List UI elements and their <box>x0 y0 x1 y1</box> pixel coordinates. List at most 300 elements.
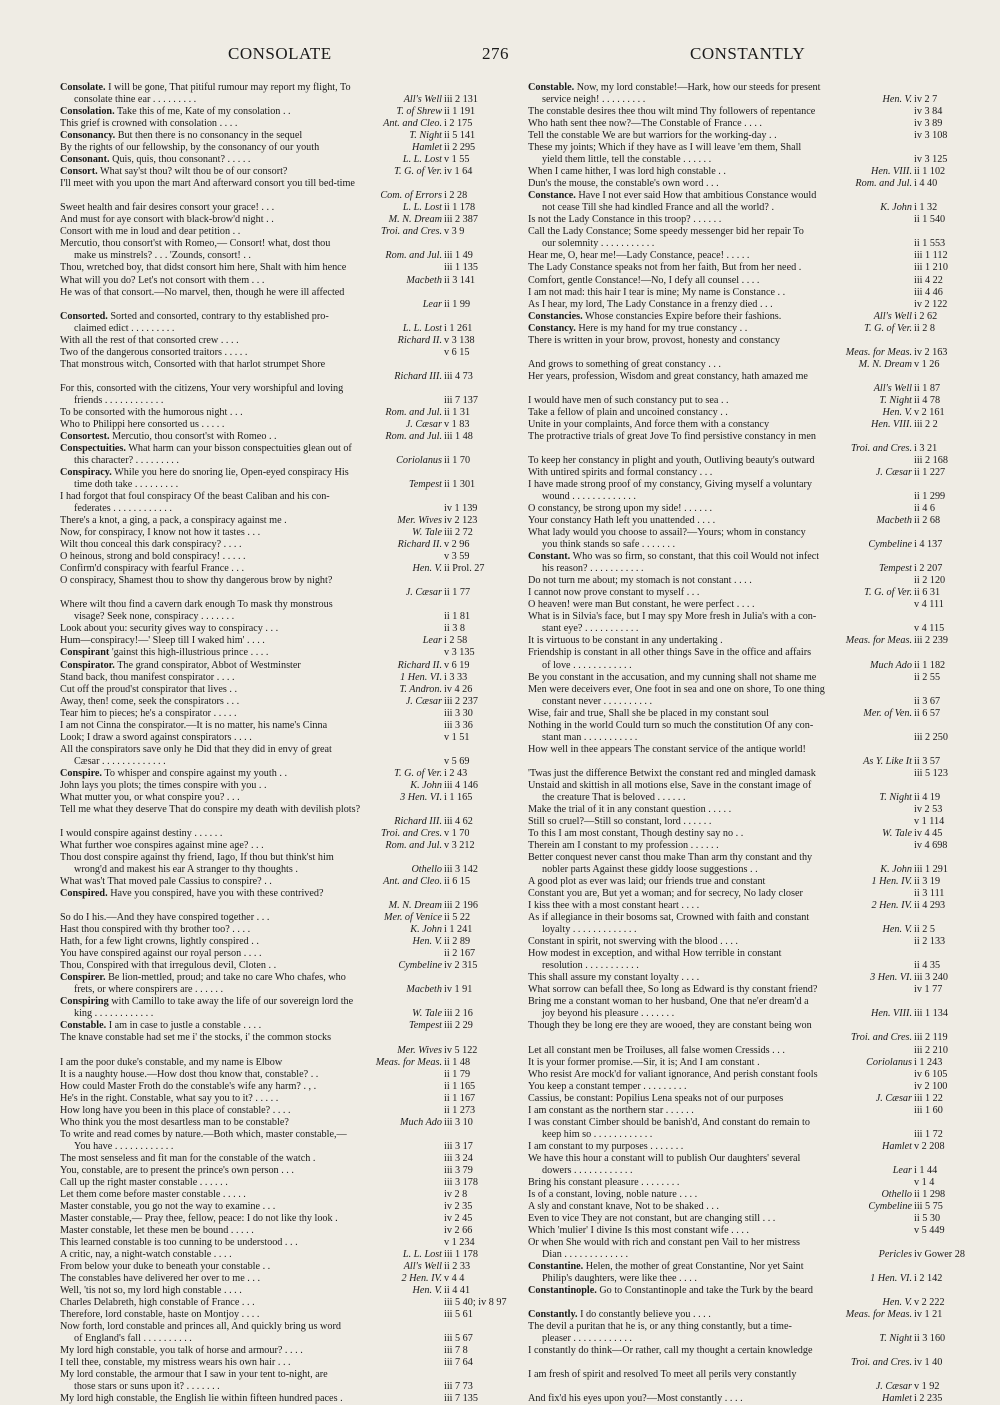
quotation-text: The protractive trials of great Jove To find persistive constancy in men <box>528 430 816 442</box>
act-scene-line: v 6 19 <box>444 659 470 671</box>
act-scene-line: iv 2 45 <box>444 1212 473 1224</box>
concordance-line <box>528 1285 970 1297</box>
concordance-line <box>60 1273 500 1285</box>
quotation-text: Conspirator. The grand conspirator, Abbot of Westminster <box>60 659 301 671</box>
play-reference: 2 Hen. IV. <box>401 1273 442 1285</box>
act-scene-line: ii 2 5 <box>914 924 935 936</box>
act-scene-line: ii 5 22 <box>444 912 471 924</box>
concordance-line <box>60 1008 500 1020</box>
act-scene-line: iii 3 24 <box>444 1152 473 1164</box>
concordance-line <box>528 106 970 118</box>
concordance-line <box>528 1020 970 1032</box>
concordance-line <box>60 371 500 383</box>
quotation-text: He was of that consort.—No marvel, then, though he were ill affected <box>60 286 345 298</box>
quotation-text: service neigh! . . . . . . . . . <box>542 94 646 106</box>
play-reference: All's Well <box>403 1261 442 1273</box>
header-left-word: CONSOLATE <box>228 44 332 63</box>
quotation-text: Stand back, thou manifest conspirator . . . . <box>60 671 235 683</box>
play-reference: 3 Hen. VI. <box>400 791 442 803</box>
quotation-text: A sly and constant knave, Not to be shaked . . . <box>528 1200 719 1212</box>
concordance-line <box>60 708 500 720</box>
quotation-text: federates . . . . . . . . . . . . <box>74 503 172 515</box>
concordance-line <box>528 238 970 250</box>
quotation-text: Unstaid and skittish in all motions else, Save in the constant image of <box>528 779 812 791</box>
play-reference: Hamlet <box>412 142 442 154</box>
quotation-text: Make the trial of it in any constant question . . . . . <box>528 803 732 815</box>
concordance-line <box>60 166 500 178</box>
concordance-line <box>528 491 970 503</box>
concordance-line <box>60 1297 507 1309</box>
concordance-line <box>528 912 970 924</box>
play-reference: 3 Hen. VI. <box>870 972 912 984</box>
quotation-text: dowers . . . . . . . . . . . . <box>542 1164 633 1176</box>
concordance-line <box>528 840 970 852</box>
act-scene-line: v 1 114 <box>914 815 945 827</box>
act-scene-line: ii 1 298 <box>914 1188 946 1200</box>
concordance-line <box>528 299 970 311</box>
play-reference: 1 Hen. VI. <box>870 1273 912 1285</box>
concordance-line <box>528 1309 970 1321</box>
act-scene-line: ii 1 165 <box>444 1080 476 1092</box>
headword: Constant. <box>528 551 571 563</box>
concordance-line <box>60 94 500 106</box>
play-reference: J. Cæsar <box>875 1092 912 1104</box>
play-reference: Richard II. <box>397 539 442 551</box>
right-column <box>528 82 970 1405</box>
act-scene-line: iv 2 100 <box>914 1080 948 1092</box>
quotation-text: What is in Silvia's face, but I may spy More fresh in Julia's with a con- <box>528 611 817 623</box>
quotation-text: stant man . . . . . . . . . . . <box>542 731 638 743</box>
concordance-line <box>60 287 500 299</box>
act-scene-line: v 3 212 <box>444 839 475 851</box>
quotation-text: Conspire. To whisper and conspire against my youth . . <box>60 767 287 779</box>
play-reference: Mer. of Venice <box>384 912 442 924</box>
concordance-line <box>60 82 500 94</box>
concordance-line <box>528 515 970 527</box>
quotation-text: Well, 'tis not so, my lord high constable . . . . <box>60 1285 242 1297</box>
act-scene-line: ii 1 79 <box>444 1068 471 1080</box>
concordance-line <box>60 407 500 419</box>
quotation-text: Her years, profession, Wisdom and great constancy, hath amazed me <box>528 370 808 382</box>
concordance-line <box>60 780 500 792</box>
concordance-line <box>60 142 500 154</box>
concordance-line <box>528 660 970 672</box>
play-reference: M. N. Dream <box>388 900 442 912</box>
quotation-text: Nothing in the world Could turn so much the constitution Of any con- <box>528 719 814 731</box>
act-scene-line: ii 6 31 <box>914 587 941 599</box>
quotation-text: Consort. What say'st thou? wilt thou be of our consort? <box>60 166 288 178</box>
act-scene-line: iii 1 48 <box>444 430 473 442</box>
concordance-line <box>60 1045 500 1057</box>
concordance-line <box>528 1057 970 1069</box>
act-scene-line: ii 1 301 <box>444 479 476 491</box>
play-reference: 1 Hen. VI. <box>400 671 442 683</box>
act-scene-line: ii 2 33 <box>444 1261 471 1273</box>
quotation-text: Dian . . . . . . . . . . . . . <box>542 1249 629 1261</box>
quotation-text: Conspirer. Be lion-mettled, proud; and take no care Who chafes, who <box>60 972 346 984</box>
act-scene-line: iv 2 53 <box>914 803 943 815</box>
act-scene-line: iii 4 46 <box>914 286 943 298</box>
concordance-line <box>60 1261 500 1273</box>
concordance-line <box>60 696 500 708</box>
quotation-text: consolate thine ear . . . . . . . . . <box>74 94 197 106</box>
play-reference: T. G. of Ver. <box>864 322 912 334</box>
headword: Consonant. <box>60 154 110 166</box>
act-scene-line: iii 4 73 <box>444 370 473 382</box>
play-reference: Cymbeline <box>868 1200 912 1212</box>
quotation-text: claimed edict . . . . . . . . . <box>74 322 175 334</box>
play-reference: L. L. Lost <box>402 322 442 334</box>
concordance-line <box>528 479 970 491</box>
quotation-text: Tell me what they deserve That do conspire my death with devilish plots? <box>60 803 361 815</box>
concordance-line <box>60 563 500 575</box>
act-scene-line: iii 3 10 <box>444 1116 473 1128</box>
quotation-text: There is written in your brow, provost, honesty and constancy <box>528 334 780 346</box>
play-reference: T. G. of Ver. <box>394 767 442 779</box>
quotation-text: The knave constable had set me i' the stocks, i' the common stocks <box>60 1032 332 1044</box>
play-reference: Richard II. <box>397 334 442 346</box>
quotation-text: All the conspirators save only he Did that they did in envy of great <box>60 743 332 755</box>
quotation-text: Bring his constant pleasure . . . . . . . . <box>528 1176 680 1188</box>
concordance-line <box>60 900 500 912</box>
quotation-text: Friendship is constant in all other things Save in the office and affairs <box>528 647 812 659</box>
concordance-line <box>528 1201 970 1213</box>
concordance-line <box>60 864 500 876</box>
concordance-line <box>528 202 970 214</box>
play-reference: M. N. Dream <box>388 214 442 226</box>
concordance-line <box>528 419 970 431</box>
quotation-text: Which 'mulier' I divine Is this most constant wife . . . . <box>528 1224 749 1236</box>
concordance-line <box>60 419 500 431</box>
concordance-line <box>60 660 500 672</box>
act-scene-line: iv 5 122 <box>444 1044 478 1056</box>
quotation-text: resolution . . . . . . . . . . . <box>542 960 639 972</box>
concordance-line <box>60 876 500 888</box>
concordance-line <box>60 1165 500 1177</box>
act-scene-line: i 1 32 <box>914 202 938 214</box>
concordance-line <box>528 1381 970 1393</box>
act-scene-line: iii 1 60 <box>914 1104 943 1116</box>
play-reference: T. Night <box>879 791 912 803</box>
act-scene-line: iv 2 163 <box>914 346 948 358</box>
concordance-line <box>528 720 970 732</box>
quotation-text: Charles Delabreth, high constable of France . . . <box>60 1297 255 1309</box>
act-scene-line: i 3 21 <box>914 442 938 454</box>
act-scene-line: iv 1 91 <box>444 984 473 996</box>
quotation-text: Who to Philippi here consorted us . . . . . <box>60 418 225 430</box>
concordance-line <box>60 1369 500 1381</box>
play-reference: J. Cæsar <box>405 695 442 707</box>
concordance-line <box>60 1117 500 1129</box>
play-reference: Rom. and Jul. <box>385 250 442 262</box>
quotation-text: O heinous, strong and bold conspiracy! . . . . . <box>60 551 246 563</box>
act-scene-line: i 2 235 <box>914 1393 943 1405</box>
quotation-text: not cease Till she had kindled France and all the world? . <box>542 202 774 214</box>
quotation-text: It is a naughty house.—How dost thou know that, constable? . . <box>60 1068 319 1080</box>
act-scene-line: ii 4 19 <box>914 791 941 803</box>
play-reference: Lear <box>892 1164 912 1176</box>
quotation-text: I am the poor duke's constable, and my name is Elbow <box>60 1056 283 1068</box>
concordance-line <box>60 359 500 371</box>
act-scene-line: iv 4 698 <box>914 839 948 851</box>
concordance-line <box>60 311 500 323</box>
act-scene-line: v 3 135 <box>444 647 475 659</box>
quotation-text: time doth take . . . . . . . . . <box>74 479 179 491</box>
quotation-text: Consorted. Sorted and consorted, contrary to thy established pro- <box>60 310 329 322</box>
concordance-line <box>528 587 970 599</box>
act-scene-line: iii 7 8 <box>444 1345 468 1357</box>
play-reference: Much Ado <box>400 1116 442 1128</box>
quotation-text: Let them come before master constable . . . . . <box>60 1188 246 1200</box>
left-column <box>60 82 507 1405</box>
concordance-line <box>528 1008 970 1020</box>
play-reference: L. L. Lost <box>402 1249 442 1261</box>
quotation-text: Conspirant 'gainst this high-illustrious prince . . . . <box>60 647 269 659</box>
act-scene-line: iii 3 79 <box>444 1164 473 1176</box>
quotation-text: These my joints; Which if they have as I will leave 'em them, Shall <box>528 142 802 154</box>
quotation-text: Unite in your complaints, And force them with a constancy <box>528 418 770 430</box>
concordance-line <box>528 768 970 780</box>
play-reference: J. Cæsar <box>405 587 442 599</box>
act-scene-line: iv 3 125 <box>914 154 948 166</box>
quotation-text: Consortest. Mercutio, thou consort'st with Romeo . . <box>60 430 277 442</box>
concordance-line <box>60 996 500 1008</box>
concordance-line <box>60 1381 500 1393</box>
act-scene-line: iii 2 168 <box>914 454 948 466</box>
concordance-line <box>528 118 970 130</box>
play-reference: Meas. for Meas. <box>845 346 912 358</box>
concordance-line <box>528 287 970 299</box>
play-reference: Troi. and Cres. <box>381 226 442 238</box>
act-scene-line: ii 5 141 <box>444 130 476 142</box>
concordance-line <box>528 1189 970 1201</box>
concordance-line <box>60 1020 500 1032</box>
concordance-line <box>528 1129 970 1141</box>
concordance-line <box>60 154 500 166</box>
act-scene-line: iii 7 73 <box>444 1381 473 1393</box>
concordance-line <box>60 888 500 900</box>
act-scene-line: ii 2 89 <box>444 936 471 948</box>
quotation-text: You, constable, are to present the prince's own person . . . <box>60 1164 294 1176</box>
act-scene-line: ii 1 182 <box>914 659 946 671</box>
act-scene-line: iii 2 250 <box>914 731 948 743</box>
play-reference: Tempest <box>408 1020 442 1032</box>
quotation-text: Conspiracy. While you here do snoring lie, Open-eyed conspiracy His <box>60 467 349 478</box>
play-reference: All's Well <box>873 310 912 322</box>
concordance-line <box>60 130 500 142</box>
quotation-text: Look; I draw a sword against conspirators . . . . <box>60 731 252 743</box>
headword: Conspirator. <box>60 659 115 671</box>
act-scene-line: iv 2 315 <box>444 960 478 972</box>
act-scene-line: ii 1 540 <box>914 214 946 226</box>
quotation-text: Consonant. Quis, quis, thou consonant? . . . . . <box>60 154 251 166</box>
quotation-text: Let all constant men be Troiluses, all false women Cressids . . . <box>528 1044 785 1056</box>
quotation-text: Constantly. I do constantly believe you . . . . <box>528 1309 711 1321</box>
concordance-line <box>60 1201 500 1213</box>
concordance-line <box>60 647 500 659</box>
concordance-line <box>528 539 970 551</box>
concordance-line <box>60 491 500 503</box>
quotation-text: Call the Lady Constance; Some speedy messenger bid her repair To <box>528 226 804 238</box>
act-scene-line: iii 7 64 <box>444 1357 473 1369</box>
concordance-line <box>528 1213 970 1225</box>
quotation-text: this character? . . . . . . . . . <box>74 454 179 466</box>
concordance-line <box>528 1105 970 1117</box>
quotation-text: This grief is crowned with consolation . . . . <box>60 118 238 130</box>
concordance-line <box>528 335 970 347</box>
act-scene-line: ii 2 68 <box>914 515 941 527</box>
play-reference: K. John <box>410 924 442 936</box>
act-scene-line: iv 3 89 <box>914 118 943 130</box>
quotation-text: nobler parts Against these giddy loose suggestions . . <box>542 864 758 876</box>
quotation-text: Or when She would with rich and constant pen Vail to her mistress <box>528 1237 800 1248</box>
play-reference: Hen. VIII. <box>870 166 912 178</box>
quotation-text: I had forgot that foul conspiracy Of the beast Caliban and his con- <box>60 491 330 503</box>
quotation-text: To write and read comes by nature.—Both which, master constable,— <box>60 1128 347 1140</box>
concordance-line <box>60 756 500 768</box>
act-scene-line: iii 1 210 <box>914 262 948 274</box>
act-scene-line: iii 3 240 <box>914 972 948 984</box>
play-reference: Hen. V. <box>882 1297 912 1309</box>
quotation-text: Be you constant in the accusation, and my cunning shall not shame me <box>528 671 817 683</box>
play-reference: W. Tale <box>412 527 442 539</box>
concordance-line <box>60 1321 500 1333</box>
concordance-line <box>528 984 970 996</box>
quotation-text: I tell thee, constable, my mistress wears his own hair . . . <box>60 1357 291 1369</box>
quotation-text: Thou dost conspire against thy friend, Iago, If thou but think'st him <box>60 852 334 863</box>
quotation-text: To this I am most constant, Though destiny say no . . <box>528 827 744 839</box>
act-scene-line: iii 2 119 <box>914 1032 948 1044</box>
quotation-text: I was constant Cimber should be banish'd, And constant do remain to <box>528 1116 810 1128</box>
quotation-text: O conspiracy, Shamest thou to show thy dangerous brow by night? <box>60 575 333 587</box>
concordance-line <box>60 250 500 262</box>
concordance-line <box>60 1069 500 1081</box>
act-scene-line: i 1 243 <box>914 1056 943 1068</box>
act-scene-line: iv 2 123 <box>444 515 478 527</box>
act-scene-line: ii 2 295 <box>444 142 476 154</box>
concordance-line <box>528 684 970 696</box>
concordance-line <box>60 106 500 118</box>
play-reference: J. Cæsar <box>875 467 912 478</box>
play-reference: Tempest <box>408 479 442 491</box>
concordance-line <box>528 900 970 912</box>
act-scene-line: iv 1 40 <box>914 1357 943 1369</box>
concordance-line <box>528 816 970 828</box>
play-reference: Macbeth <box>876 515 912 527</box>
concordance-line <box>528 467 970 479</box>
concordance-line <box>528 732 970 744</box>
act-scene-line: iii 3 142 <box>444 864 478 876</box>
headword: Constance. <box>528 190 576 202</box>
play-reference: Cymbeline <box>868 539 912 551</box>
quotation-text: Is not the Lady Constance in this troop? . . . . . . <box>528 214 722 226</box>
concordance-line <box>528 1081 970 1093</box>
act-scene-line: v 1 51 <box>444 731 470 743</box>
concordance-line <box>528 756 970 768</box>
concordance-line <box>528 431 970 443</box>
quotation-text: stant eye? . . . . . . . . . . . <box>542 623 639 635</box>
play-reference: Coriolanus <box>396 454 442 466</box>
concordance-line <box>528 852 970 864</box>
act-scene-line: ii 3 160 <box>914 1333 946 1345</box>
play-reference: Hen. V. <box>412 1285 442 1297</box>
quotation-text: I am not Cinna the conspirator.—It is no matter, his name's Cinna <box>60 719 328 731</box>
quotation-text: What will you do? Let's not consort with them . . . <box>60 274 265 286</box>
concordance-line <box>60 1032 500 1044</box>
act-scene-line: iii 1 178 <box>444 1249 478 1261</box>
quotation-text: I would have men of such constancy put to sea . . <box>528 394 729 406</box>
concordance-line <box>528 623 970 635</box>
play-reference: J. Cæsar <box>875 1381 912 1393</box>
concordance-line <box>528 142 970 154</box>
act-scene-line: i 4 137 <box>914 539 943 551</box>
play-reference: Ant. and Cleo. <box>383 876 442 888</box>
act-scene-line: iv 1 64 <box>444 166 473 178</box>
concordance-line <box>60 828 500 840</box>
quotation-text: Hum—conspiracy!—' Sleep till I waked him' . . . . <box>60 635 265 647</box>
quotation-text: keep him so . . . . . . . . . . . . <box>542 1128 653 1140</box>
concordance-line <box>60 1093 500 1105</box>
quotation-text: A critic, nay, a night-watch constable . . . . <box>60 1249 232 1261</box>
quotation-text: The Lady Constance speaks not from her faith, But from her need . <box>528 262 802 274</box>
concordance-line <box>528 311 970 323</box>
quotation-text: pleaser . . . . . . . . . . . . <box>542 1333 632 1345</box>
act-scene-line: v 1 55 <box>444 154 470 166</box>
quotation-text: I am constant to my purposes . . . . . . . <box>528 1140 684 1152</box>
quotation-text: Master constable, you go not the way to examine . . . <box>60 1200 276 1212</box>
concordance-line <box>528 744 970 756</box>
quotation-text: Philip's daughters, were like thee . . . . <box>542 1273 697 1285</box>
concordance-line <box>60 527 500 539</box>
act-scene-line: v 3 138 <box>444 334 475 346</box>
concordance-line <box>60 575 500 587</box>
quotation-text: of England's fall . . . . . . . . . . <box>74 1333 192 1345</box>
concordance-line <box>528 383 970 395</box>
play-reference: Hamlet <box>882 1393 912 1405</box>
quotation-text: Constantine. Helen, the mother of great Constantine, Nor yet Saint <box>528 1261 804 1273</box>
concordance-line <box>528 1345 970 1357</box>
concordance-line <box>60 1177 500 1189</box>
act-scene-line: v 4 111 <box>914 599 944 611</box>
concordance-line <box>528 1369 970 1381</box>
concordance-line <box>528 1333 970 1345</box>
running-head <box>0 44 1000 72</box>
act-scene-line: i 2 28 <box>444 190 468 202</box>
quotation-text: 'Twas just the difference Betwixt the constant red and mingled damask <box>528 767 816 779</box>
play-reference: All's Well <box>403 94 442 106</box>
concordance-line <box>60 1309 500 1321</box>
act-scene-line: iii 3 36 <box>444 719 473 731</box>
quotation-text: Better conquest never canst thou make Than arm thy constant and thy <box>528 852 813 863</box>
act-scene-line: i 2 43 <box>444 767 468 779</box>
quotation-text: How could Master Froth do the constable's wife any harm? . , . <box>60 1080 317 1092</box>
concordance-line <box>60 443 500 455</box>
play-reference: Pericles <box>878 1249 912 1261</box>
concordance-line <box>60 190 500 202</box>
concordance-line <box>60 972 500 984</box>
act-scene-line: v 1 4 <box>914 1176 935 1188</box>
concordance-line <box>60 1333 500 1345</box>
quotation-text: Wilt thou conceal this dark conspiracy? . . . . <box>60 539 242 551</box>
concordance-line <box>528 828 970 840</box>
play-reference: Ant. and Cleo. <box>383 118 442 130</box>
play-reference: Hen. V. <box>412 936 442 948</box>
quotation-text: John lays you plots; the times conspire with you . . <box>60 779 267 791</box>
act-scene-line: iii 1 72 <box>914 1128 943 1140</box>
concordance-line <box>528 948 970 960</box>
quotation-text: Thou, Conspired with that irregulous devil, Cloten . . <box>60 960 277 972</box>
act-scene-line: iii 2 239 <box>914 635 948 647</box>
